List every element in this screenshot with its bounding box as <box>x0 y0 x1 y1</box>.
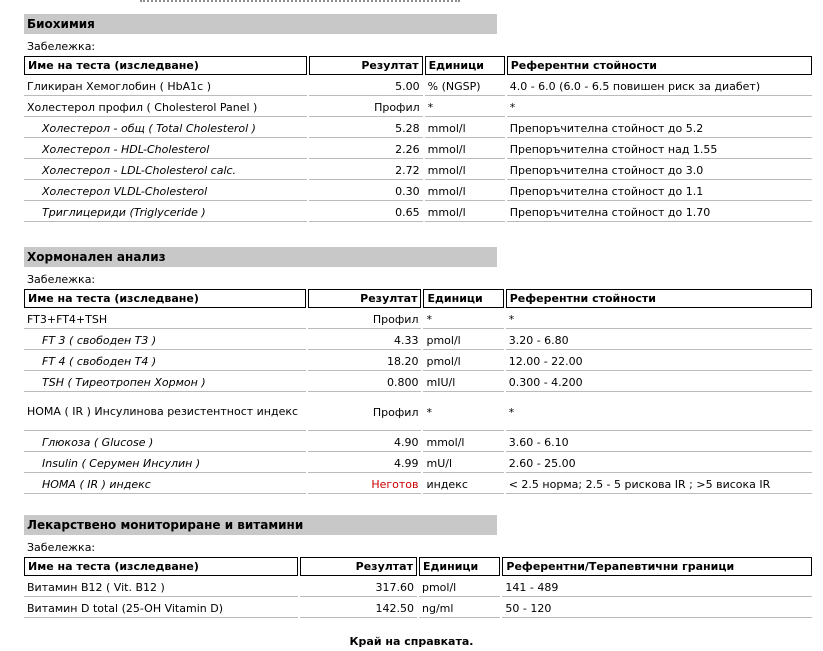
test-units: mmol/l <box>425 161 505 180</box>
table-row <box>24 331 812 350</box>
results-table <box>22 287 814 496</box>
test-name: Холестерол - LDL-Cholesterol calc. <box>24 161 307 180</box>
test-result: 5.00 <box>309 77 422 96</box>
test-result: 4.33 <box>308 331 422 350</box>
test-units: pmol/l <box>419 578 500 597</box>
test-units: * <box>423 394 503 431</box>
test-name: Триглицериди (Triglyceride ) <box>24 203 307 222</box>
section-vitamins <box>24 515 812 620</box>
test-reference: Препоръчителна стойност над 1.55 <box>507 140 812 159</box>
section-biochemistry <box>24 14 812 224</box>
header-result: Резултат <box>300 557 417 576</box>
test-units: * <box>425 98 505 117</box>
test-reference: 50 - 120 <box>502 599 812 618</box>
note-label: Забележка: <box>27 273 96 286</box>
header-units: Единици <box>425 56 505 75</box>
test-name: FT 4 ( свободен T4 ) <box>24 352 306 371</box>
table-header-row <box>24 289 812 308</box>
section-hormonal <box>24 247 812 496</box>
header-result: Резултат <box>308 289 422 308</box>
table-row <box>24 182 812 201</box>
table-header-row <box>24 56 812 75</box>
test-result: 0.65 <box>309 203 422 222</box>
header-reference: Референтни стойности <box>506 289 812 308</box>
table-row <box>24 77 812 96</box>
table-row <box>24 161 812 180</box>
test-name: FT 3 ( свободен T3 ) <box>24 331 306 350</box>
test-name: Глюкоза ( Glucose ) <box>24 433 306 452</box>
test-units: pmol/l <box>423 352 503 371</box>
test-units: mmol/l <box>425 140 505 159</box>
test-reference: 2.60 - 25.00 <box>506 454 812 473</box>
test-name: HOMA ( IR ) Инсулинова резистентност индекс <box>24 394 306 431</box>
test-result: 0.30 <box>309 182 422 201</box>
header-name: Име на теста (изследване) <box>24 56 307 75</box>
test-name: FT3+FT4+TSH <box>24 310 306 329</box>
test-reference: Препоръчителна стойност до 1.70 <box>507 203 812 222</box>
test-units: индекс <box>423 475 503 494</box>
test-result: Профил <box>308 310 422 329</box>
test-name: Гликиран Хемоглобин ( HbA1c ) <box>24 77 307 96</box>
test-units: mU/l <box>423 454 503 473</box>
table-row <box>24 140 812 159</box>
test-result: 142.50 <box>300 599 417 618</box>
section-title: Биохимия <box>24 14 497 34</box>
test-result: 5.28 <box>309 119 422 138</box>
test-units: * <box>423 310 503 329</box>
test-reference: * <box>507 98 812 117</box>
test-result: 2.26 <box>309 140 422 159</box>
test-result: 317.60 <box>300 578 417 597</box>
test-name: TSH ( Тиреотропен Хормон ) <box>24 373 306 392</box>
header-result: Резултат <box>309 56 422 75</box>
table-row <box>24 454 812 473</box>
test-reference: * <box>506 394 812 431</box>
header-units: Единици <box>419 557 500 576</box>
test-result-pending: Неготов <box>308 475 422 494</box>
test-reference: < 2.5 норма; 2.5 - 5 рискова IR ; >5 висока IR <box>506 475 812 494</box>
table-row <box>24 433 812 452</box>
header-reference: Референтни стойности <box>507 56 812 75</box>
note-label: Забележка: <box>27 40 96 53</box>
test-result: 2.72 <box>309 161 422 180</box>
test-result: Профил <box>308 394 422 431</box>
table-header-row <box>24 557 812 576</box>
test-units: ng/ml <box>419 599 500 618</box>
test-result: 0.800 <box>308 373 422 392</box>
test-result: 4.90 <box>308 433 422 452</box>
header-name: Име на теста (изследване) <box>24 289 306 308</box>
header-units: Единици <box>423 289 503 308</box>
test-name: Холестерол VLDL-Cholesterol <box>24 182 307 201</box>
test-reference: 3.60 - 6.10 <box>506 433 812 452</box>
note-label: Забележка: <box>27 541 96 554</box>
test-reference: Препоръчителна стойност до 5.2 <box>507 119 812 138</box>
section-title: Хормонален анализ <box>24 247 497 267</box>
test-reference: * <box>506 310 812 329</box>
test-name: Insulin ( Серумен Инсулин ) <box>24 454 306 473</box>
test-units: mmol/l <box>423 433 503 452</box>
test-name: HOMA ( IR ) индекс <box>24 475 306 494</box>
test-reference: 3.20 - 6.80 <box>506 331 812 350</box>
table-row <box>24 203 812 222</box>
test-name: Холестерол - общ ( Total Cholesterol ) <box>24 119 307 138</box>
test-name: Витамин B12 ( Vit. B12 ) <box>24 578 298 597</box>
header-reference: Референтни/Терапевтични граници <box>502 557 812 576</box>
table-row <box>24 119 812 138</box>
test-units: pmol/l <box>423 331 503 350</box>
test-reference: 141 - 489 <box>502 578 812 597</box>
test-result: Профил <box>309 98 422 117</box>
test-units: mIU/l <box>423 373 503 392</box>
results-table <box>22 54 814 224</box>
results-table <box>22 555 814 620</box>
test-result: 18.20 <box>308 352 422 371</box>
table-row <box>24 373 812 392</box>
header-name: Име на теста (изследване) <box>24 557 298 576</box>
table-row <box>24 578 812 597</box>
test-units: % (NGSP) <box>425 77 505 96</box>
report-end-text: Край на справката. <box>349 635 474 648</box>
test-reference: Препоръчителна стойност до 3.0 <box>507 161 812 180</box>
test-result: 4.99 <box>308 454 422 473</box>
test-reference: Препоръчителна стойност до 1.1 <box>507 182 812 201</box>
test-units: mmol/l <box>425 182 505 201</box>
test-reference: 4.0 - 6.0 (6.0 - 6.5 повишен риск за диабет) <box>507 77 812 96</box>
test-name: Витамин D total (25-OH Vitamin D) <box>24 599 298 618</box>
table-row <box>24 475 812 494</box>
test-name: Холестерол профил ( Cholesterol Panel ) <box>24 98 307 117</box>
test-reference: 0.300 - 4.200 <box>506 373 812 392</box>
table-row <box>24 98 812 117</box>
table-row <box>24 599 812 618</box>
cut-off-header <box>140 0 460 2</box>
test-name: Холестерол - HDL-Cholesterol <box>24 140 307 159</box>
section-title: Лекарствено мониториране и витамини <box>24 515 497 535</box>
test-units: mmol/l <box>425 119 505 138</box>
table-row <box>24 394 812 431</box>
table-row <box>24 352 812 371</box>
test-units: mmol/l <box>425 203 505 222</box>
table-row <box>24 310 812 329</box>
test-reference: 12.00 - 22.00 <box>506 352 812 371</box>
